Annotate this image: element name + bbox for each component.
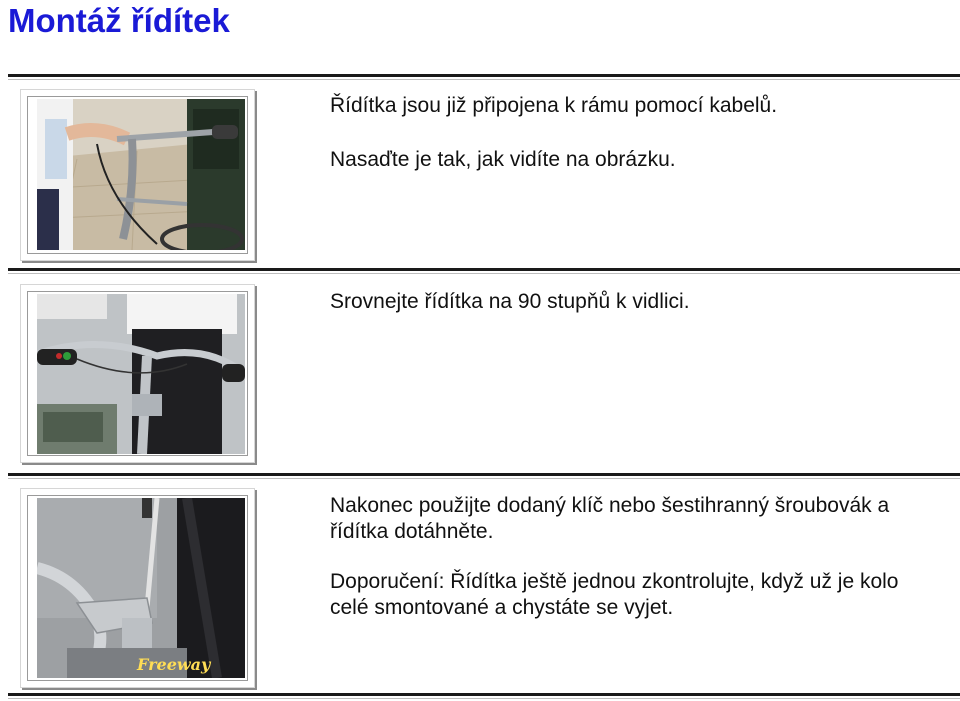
step-2-text	[330, 289, 950, 315]
handlebar-align-photo-icon	[37, 294, 245, 454]
page-title: Montáž řídítek	[8, 2, 230, 39]
wrench-tighten-photo-icon	[37, 498, 245, 678]
step-3-paragraph-1: Nakonec použijte dodaný klíč nebo šestihranný šroubovák a řídítka dotáhněte.	[330, 494, 890, 543]
step-2-paragraph-1: Srovnejte řídítka na 90 stupňů k vidlici.	[330, 290, 690, 313]
step-2-photo-frame	[20, 284, 255, 463]
section-divider	[8, 473, 960, 476]
section-divider	[8, 74, 960, 77]
handlebar-install-photo-icon	[37, 99, 245, 250]
step-1-text	[330, 93, 950, 173]
step-3-text	[330, 493, 950, 621]
svg-text:Freeway: Freeway	[137, 655, 211, 674]
section-divider	[8, 268, 960, 271]
step-3-paragraph-2: Doporučení: Řídítka ještě jednou zkontrolujte, když už je kolo celé smontované a chystáte se vyjet.	[330, 570, 899, 619]
step-1-paragraph-1: Řídítka jsou již připojena k rámu pomocí kabelů.	[330, 94, 778, 117]
step-3-photo-frame	[20, 488, 255, 688]
step-1-photo-frame	[20, 89, 255, 261]
section-divider	[8, 693, 960, 696]
step-1-paragraph-2: Nasaďte je tak, jak vidíte na obrázku.	[330, 148, 676, 171]
